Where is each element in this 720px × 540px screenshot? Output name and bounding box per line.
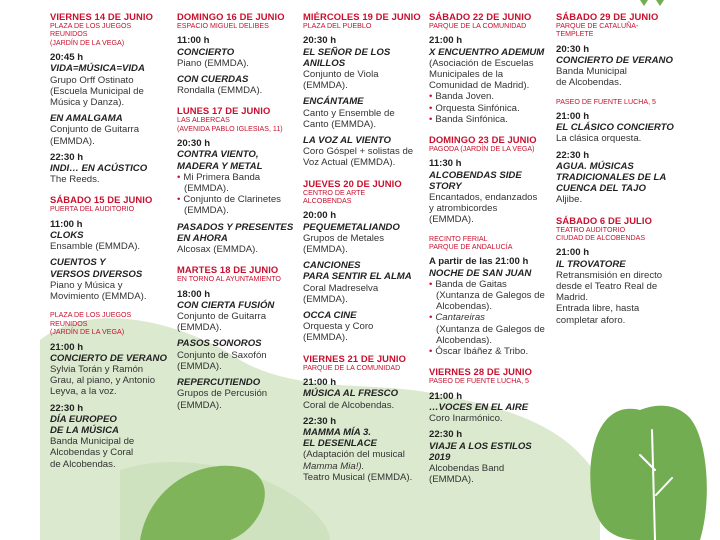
bullet-continuation: (Xuntanza de Galegos de: [436, 290, 545, 302]
event-day: SÁBADO 22 DE JUNIO: [429, 11, 532, 22]
event-act: [177, 138, 300, 216]
event-act: [50, 113, 170, 147]
event-title: OCCA CINE: [303, 310, 357, 322]
event-group: [50, 194, 170, 302]
event-title: INDI… EN ACÚSTICO: [50, 163, 148, 175]
event-act: [50, 403, 170, 470]
event-day: MIÉRCOLES 19 DE JUNIO: [303, 11, 421, 22]
event-act: [177, 338, 300, 372]
event-venue: [556, 22, 706, 39]
bullet-continuation: Alcobendas).: [436, 301, 492, 313]
event-act: [50, 219, 170, 253]
event-group: [177, 105, 300, 255]
event-venue: [50, 311, 170, 336]
event-description: Música y Danza).: [50, 97, 125, 109]
event-description: Piano (EMMDA).: [177, 57, 249, 69]
event-group: [303, 353, 425, 483]
event-group: [303, 178, 425, 344]
event-title: VIAJE A LOS ESTILOS 2019: [429, 440, 532, 463]
event-time: A partir de las 21:00 h: [429, 256, 529, 268]
event-title: CONCIERTO DE VERANO: [50, 352, 167, 364]
event-description: (EMMDA).: [177, 360, 222, 372]
event-description: Alcobendas Band: [429, 462, 505, 474]
event-title: CONCIERTO: [177, 46, 235, 58]
event-title: EN AHORA: [177, 232, 228, 244]
bullet-item: • Óscar Ibáñez & Tribo.: [429, 346, 553, 357]
event-act: [303, 260, 425, 305]
event-description: (Asociación de Escuelas: [429, 57, 534, 69]
event-venue: [303, 22, 425, 30]
schedule-column: [303, 11, 425, 483]
event-title: EN AMALGAMA: [50, 113, 123, 125]
event-description: La clásica orquesta.: [556, 133, 642, 145]
event-title: PARA SENTIR EL ALMA: [303, 271, 412, 283]
event-title: PASADOS Y PRESENTES: [177, 221, 294, 233]
event-description: Sylvia Torán y Ramón: [50, 363, 144, 375]
event-venue: [303, 189, 425, 206]
event-day: VIERNES 28 DE JUNIO: [429, 366, 532, 378]
event-time: 21:00 h: [429, 390, 463, 402]
event-description: Teatro Musical (EMMDA).: [303, 471, 413, 483]
schedule-column: [177, 11, 300, 411]
event-act: [177, 74, 300, 96]
event-venue: [177, 116, 300, 133]
event-time: 21:00 h: [429, 35, 463, 47]
event-title: CUENTOS Y: [50, 257, 106, 269]
event-act: [177, 35, 300, 69]
event-title: IL TROVATORE: [556, 258, 626, 270]
venue-line: PLAZA DEL PUEBLO: [303, 22, 372, 30]
bullet-continuation: (EMMDA).: [184, 183, 229, 195]
event-act: [429, 256, 553, 357]
event-title: TRADICIONALES DE LA: [556, 172, 667, 184]
event-act: [50, 257, 170, 302]
venue-line: (JARDÍN DE LA VEGA): [50, 328, 125, 337]
event-act: [556, 150, 706, 206]
event-description: Movimiento (EMMDA).: [50, 291, 147, 303]
event-act: [50, 52, 170, 108]
venue-line: PLAZA DE LOS JUEGOS: [50, 311, 132, 320]
event-time: 21:00 h: [50, 341, 84, 353]
event-act: [429, 158, 553, 225]
event-time: 11:30 h: [429, 158, 462, 170]
event-day: VIERNES 14 DE JUNIO: [50, 11, 153, 22]
event-description: Conjunto de Viola: [303, 69, 379, 81]
venue-line: PARQUE DE CATALUÑA-: [556, 22, 639, 30]
event-group: [429, 11, 553, 125]
event-description: (EMMDA).: [177, 322, 222, 334]
event-title: MAMMA MÍA 3.: [303, 426, 372, 438]
event-title: CON CUERDAS: [177, 74, 249, 86]
event-description: completar aforo.: [556, 314, 626, 326]
event-group: [50, 11, 170, 185]
event-time: 22:30 h: [50, 151, 84, 163]
event-day: DOMINGO 23 DE JUNIO: [429, 134, 537, 146]
event-description: desde el Teatro Real de: [556, 281, 658, 293]
event-description: Conjunto de Guitarra: [177, 311, 267, 323]
venue-line: TEMPLETE: [556, 30, 594, 39]
venue-line: RECINTO FERIAL: [429, 234, 488, 243]
event-venue: [50, 22, 170, 47]
event-venue: [303, 364, 425, 372]
event-description: Coro Góspel + solistas de: [303, 146, 414, 158]
event-description: Canto (EMMDA).: [303, 118, 377, 130]
event-venue: [429, 377, 553, 385]
event-description: Ensamble (EMMDA).: [50, 241, 141, 253]
event-description: (EMMDA).: [50, 135, 95, 147]
venue-line: REUNIDOS: [50, 30, 88, 39]
event-title: EL SEÑOR DE LOS ANILLOS: [303, 46, 391, 69]
event-description: Alcobendas y Coral: [50, 447, 134, 459]
event-time: 20:30 h: [303, 35, 337, 47]
event-time: 20:30 h: [556, 43, 590, 55]
event-description: Municipales de la: [429, 69, 504, 81]
schedule-column: [556, 11, 706, 326]
venue-line: CIUDAD DE ALCOBENDAS: [556, 234, 646, 243]
event-day: MARTES 18 DE JUNIO: [177, 264, 279, 276]
event-title: DÍA EUROPEO: [50, 413, 117, 425]
event-description: Voz Actual (EMMDA).: [303, 157, 396, 169]
event-title: PASOS SONOROS: [177, 338, 262, 350]
venue-line: PARQUE DE LA COMUNIDAD: [303, 363, 401, 372]
venue-line: REUNIDOS: [50, 319, 88, 328]
event-description: (Adaptación del musical: [303, 449, 405, 461]
event-venue: [556, 226, 706, 243]
venue-line: PLAZA DE LOS JUEGOS: [50, 22, 132, 30]
event-description: (Escuela Municipal de: [50, 85, 144, 97]
bullet-continuation: (EMMDA).: [184, 205, 229, 217]
event-time: 11:00 h: [177, 35, 210, 47]
event-venue: [429, 145, 553, 153]
event-description: Coro Inarmónico.: [429, 413, 503, 425]
event-act: [556, 111, 706, 145]
event-act: [556, 247, 706, 325]
event-description: The Reeds.: [50, 174, 100, 186]
event-description: Canto y Ensemble de: [303, 107, 395, 119]
event-description: Rondalla (EMMDA).: [177, 85, 263, 97]
event-time: 22:30 h: [429, 429, 463, 441]
bullet-item: • Banda Sinfónica.: [429, 114, 553, 125]
event-description: (EMMDA).: [429, 474, 474, 486]
event-description: Grau, al piano, y Antonio: [50, 375, 156, 387]
event-description: (EMMDA).: [303, 244, 348, 256]
event-act: [556, 44, 706, 89]
event-time: 21:00 h: [556, 111, 590, 123]
event-description: Encantados, endanzados: [429, 192, 538, 204]
event-act: [50, 152, 170, 186]
event-title: LA VOZ AL VIENTO: [303, 135, 391, 147]
venue-line: PASEO DE FUENTE LUCHA, 5: [429, 377, 529, 386]
event-venue: [50, 205, 170, 213]
bullet-item: • Banda Joven.: [429, 91, 553, 102]
bullet-continuation: (Xuntanza de Galegos de: [436, 323, 545, 335]
venue-line: PAGODA (JARDÍN DE LA VEGA): [429, 145, 535, 154]
event-title: VIDA=MÚSICA=VIDA: [50, 63, 145, 75]
event-title: CLOKS: [50, 230, 84, 242]
event-description: Orquesta y Coro: [303, 321, 374, 333]
event-description: (EMMDA).: [303, 80, 348, 92]
event-act: [177, 289, 300, 334]
event-description: Comunidad de Madrid).: [429, 80, 530, 92]
event-title: CONTRA VIENTO,: [177, 149, 259, 161]
bullet-item: • Cantareiras: [429, 312, 553, 323]
event-description: Entrada libre, hasta: [556, 303, 640, 315]
event-act: [177, 377, 300, 411]
event-title: ENCÁNTAME: [303, 96, 364, 108]
event-day: LUNES 17 DE JUNIO: [177, 105, 271, 117]
event-title: …VOCES EN EL AIRE: [429, 401, 529, 413]
event-act: [303, 135, 425, 169]
event-description: Grupos de Metales: [303, 232, 385, 244]
event-act: [429, 391, 553, 425]
event-act: [50, 342, 170, 398]
venue-line: (JARDÍN DE LA VEGA): [50, 38, 125, 47]
event-time: 20:00 h: [303, 210, 337, 222]
event-act: [303, 416, 425, 483]
event-venue: [177, 275, 300, 283]
event-day: VIERNES 21 DE JUNIO: [303, 352, 406, 364]
event-description: Banda Municipal: [556, 66, 627, 78]
bullet-item: • Banda de Gaitas: [429, 279, 553, 290]
event-group: [303, 11, 425, 169]
venue-line: PASEO DE FUENTE LUCHA, 5: [556, 97, 656, 106]
event-time: 11:00 h: [50, 218, 83, 230]
event-title: X ENCUENTRO ADEMUM: [429, 46, 545, 58]
event-title: MADERA Y METAL: [177, 160, 263, 172]
event-act: [303, 310, 425, 344]
event-day: JUEVES 20 DE JUNIO: [303, 177, 402, 189]
event-venue: [429, 235, 553, 252]
event-description: Coral de Alcobendas.: [303, 399, 395, 411]
event-description: (EMMDA).: [303, 332, 348, 344]
event-description: Grupo Orff Ostinato: [50, 74, 134, 86]
bullet-item: • Orquesta Sinfónica.: [429, 103, 553, 114]
event-title: AGUA. MÚSICAS: [556, 160, 634, 172]
event-description: Piano y Música y: [50, 279, 123, 291]
event-time: 21:00 h: [303, 377, 337, 389]
bullet-continuation: Alcobendas).: [436, 334, 492, 346]
event-description: Leyva, a la voz.: [50, 386, 117, 398]
event-group: [556, 215, 706, 326]
event-description: de Alcobendas.: [556, 77, 622, 89]
event-group: [177, 264, 300, 410]
venue-line: TEATRO AUDITORIO: [556, 225, 626, 234]
event-act: [429, 35, 553, 125]
event-act: [177, 222, 300, 256]
event-act: [429, 429, 553, 485]
event-group: [50, 311, 170, 469]
event-title: REPERCUTIENDO: [177, 377, 261, 389]
event-time: 22:30 h: [556, 149, 590, 161]
venue-line: ALCOBENDAS: [303, 197, 352, 206]
event-title: DE LA MÚSICA: [50, 424, 119, 436]
event-description: Conjunto de Saxofón: [177, 349, 267, 361]
event-description: Grupos de Percusión: [177, 388, 268, 400]
event-group: [429, 366, 553, 485]
event-group: [556, 11, 706, 89]
event-time: 20:30 h: [177, 138, 211, 150]
event-day: SÁBADO 29 DE JUNIO: [556, 11, 659, 22]
schedule-column: [429, 11, 553, 485]
event-act: [303, 96, 425, 130]
event-title: VERSOS DIVERSOS: [50, 268, 143, 280]
event-day: DOMINGO 16 DE JUNIO: [177, 11, 285, 22]
event-description: y atrombicordes: [429, 203, 498, 215]
venue-line: PARQUE DE ANDALUCÍA: [429, 243, 513, 252]
event-description: (EMMDA).: [429, 214, 474, 226]
event-time: 22:30 h: [50, 402, 84, 414]
event-description: Mamma Mia!).: [303, 460, 365, 472]
event-group: [429, 235, 553, 358]
event-time: 21:00 h: [556, 247, 590, 259]
event-act: [303, 35, 425, 91]
event-description: Coral Madreselva: [303, 282, 379, 294]
event-description: (EMMDA).: [177, 399, 222, 411]
event-title: EL CLÁSICO CONCIERTO: [556, 122, 674, 134]
bullet-item: • Conjunto de Clarinetes: [177, 194, 300, 205]
event-title: MÚSICA AL FRESCO: [303, 388, 399, 400]
event-venue: [429, 22, 553, 30]
event-day: SÁBADO 6 DE JULIO: [556, 214, 652, 226]
event-day: SÁBADO 15 DE JUNIO: [50, 194, 153, 206]
event-description: Retransmisión en directo: [556, 269, 663, 281]
event-description: Aljibe.: [556, 194, 583, 206]
venue-line: EN TORNO AL AYUNTAMIENTO: [177, 275, 281, 284]
event-group: [429, 134, 553, 226]
event-time: 22:30 h: [303, 415, 337, 427]
event-description: (EMMDA).: [303, 293, 348, 305]
event-description: Alcosax (EMMDA).: [177, 244, 259, 256]
event-title: EL DESENLACE: [303, 438, 377, 450]
event-title: CUENCA DEL TAJO: [556, 183, 646, 195]
venue-line: PARQUE DE LA COMUNIDAD: [429, 22, 527, 30]
event-venue: [177, 22, 300, 30]
event-group: [556, 98, 706, 206]
event-title: CANCIONES: [303, 260, 361, 272]
event-description: de Alcobendas.: [50, 458, 116, 470]
venue-line: (AVENIDA PABLO IGLESIAS, 11): [177, 124, 283, 133]
event-time: 20:45 h: [50, 52, 84, 64]
event-title: ALCOBENDAS SIDE STORY: [429, 169, 522, 192]
event-title: NOCHE DE SAN JUAN: [429, 267, 532, 279]
venue-line: PUERTA DEL AUDITORIO: [50, 205, 135, 214]
event-venue: [556, 98, 706, 106]
bullet-item: • Mi Primera Banda: [177, 172, 300, 183]
schedule-column: [50, 11, 170, 470]
venue-line: LAS ALBERCAS: [177, 116, 230, 125]
event-description: Conjunto de Guitarra: [50, 124, 140, 136]
event-title: CON CIERTA FUSIÓN: [177, 299, 275, 311]
event-time: 18:00 h: [177, 288, 211, 300]
event-description: Madrid.: [556, 292, 588, 304]
event-group: [177, 11, 300, 96]
event-title: PEQUEMETALIANDO: [303, 221, 400, 233]
event-title: CONCIERTO DE VERANO: [556, 55, 673, 67]
event-act: [303, 210, 425, 255]
venue-line: ESPACIO MIGUEL DELIBES: [177, 22, 269, 30]
event-description: Banda Municipal de: [50, 436, 135, 448]
venue-line: CENTRO DE ARTE: [303, 188, 366, 197]
event-act: [303, 377, 425, 411]
